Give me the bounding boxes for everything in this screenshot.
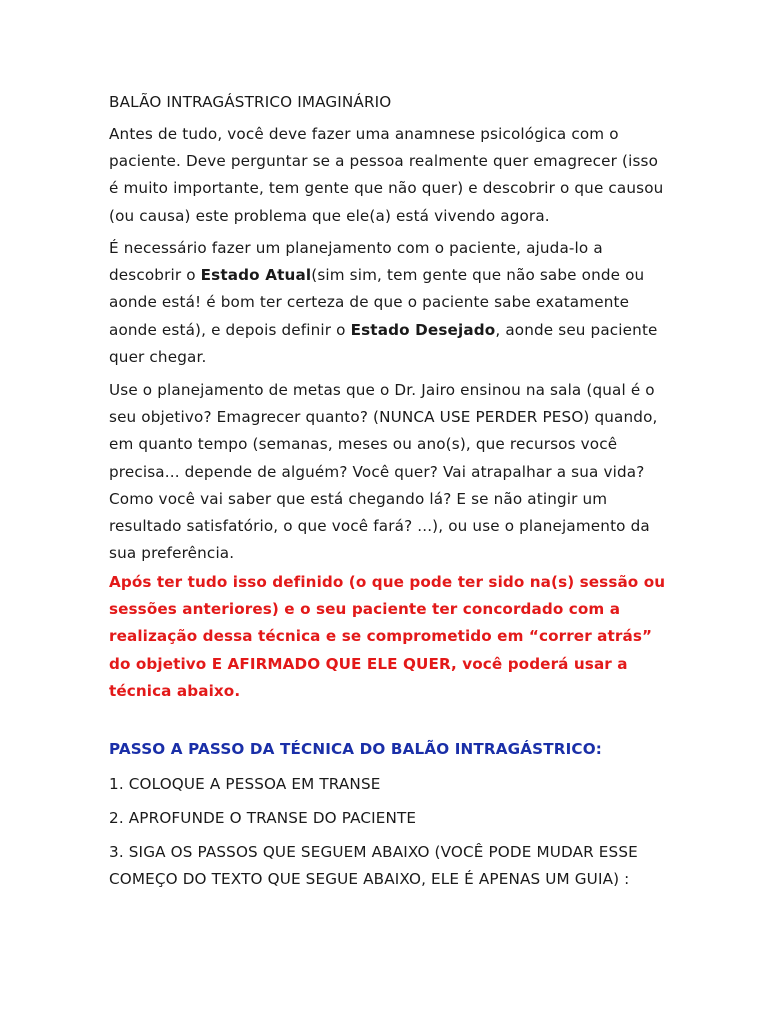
section-heading-passo-a-passo: PASSO A PASSO DA TÉCNICA DO BALÃO INTRAGÁSTRICO: [109, 740, 603, 758]
paragraph-planejamento [109, 235, 669, 371]
paragraph-warning-red: Após ter tudo isso definido (o que pode ter sido na(s) sessão ou sessões anteriores) e o seu paciente ter concordado com a realização dessa técnica e se comprometido em “correr atrás” do objetivo E AFIRMADO QUE ELE QUER, você poderá usar a técnica abaixo. [109, 573, 666, 700]
paragraph-planejamento-text-3: , aonde seu paciente quer chegar. [109, 320, 658, 366]
document-title: BALÃO INTRAGÁSTRICO IMAGINÁRIO [109, 93, 392, 111]
paragraph-planejamento-text-1: É necessário fazer um planejamento com o paciente, ajuda-lo a descobrir o [109, 239, 603, 285]
step-item-1: 1. COLOQUE A PESSOA EM TRANSE [109, 775, 381, 793]
estado-atual-term: Estado Atual [200, 266, 312, 285]
step-item-2: 2. APROFUNDE O TRANSE DO PACIENTE [109, 809, 417, 827]
paragraph-anamnese: Antes de tudo, você deve fazer uma anamnese psicológica com o paciente. Deve perguntar se a pessoa realmente quer emagrecer (isso é muito importante, tem gente que não quer) e descobrir o que causou (ou causa) este problema que ele(a) está vivendo agora. [109, 125, 664, 225]
estado-desejado-term: Estado Desejado [350, 320, 496, 339]
paragraph-planejamento-text-2: (sim sim, tem gente que não sabe onde ou aonde está! é bom ter certeza de que o paciente sabe exatamente aonde está), e depois definir o [109, 266, 645, 339]
step-item-3: 3. SIGA OS PASSOS QUE SEGUEM ABAIXO (VOCÊ PODE MUDAR ESSE COMEÇO DO TEXTO QUE SEGUE ABAIXO, ELE É APENAS UM GUIA) : [109, 843, 638, 888]
paragraph-metas: Use o planejamento de metas que o Dr. Jairo ensinou na sala (qual é o seu objetivo? Emagrecer quanto? (NUNCA USE PERDER PESO) quando, em quanto tempo (semanas, meses ou ano(s), que recursos você precisa... depende de alguém? Você quer? Vai atrapalhar a sua vida? Como você vai saber que está chegando lá? E se não atingir um resultado satisfatório, o que você fará? ...), ou use o planejamento da sua preferência. [109, 381, 658, 563]
